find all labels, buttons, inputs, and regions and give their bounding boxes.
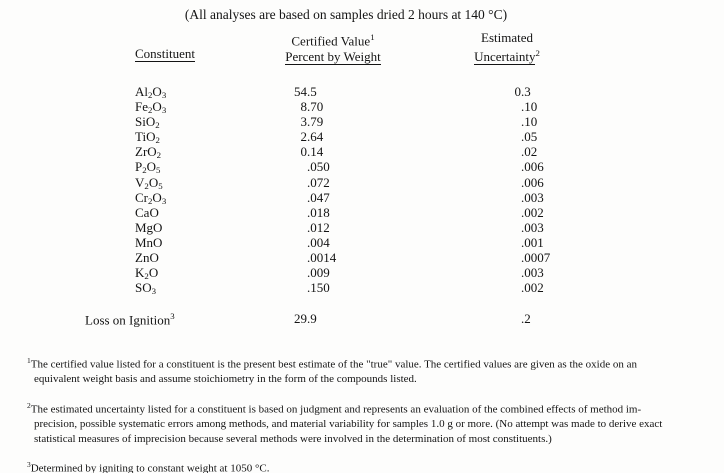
footnote xyxy=(27,354,719,387)
frac-part: .018 xyxy=(307,204,330,220)
frac-part: .150 xyxy=(307,280,330,296)
frac-part: .009 xyxy=(307,265,330,281)
estimated-uncertainty xyxy=(440,250,550,266)
certified-value xyxy=(230,99,323,115)
frac-part: .70 xyxy=(307,99,324,115)
table-row-loss-on-ignition xyxy=(0,311,724,327)
frac-part: .012 xyxy=(307,219,330,235)
frac-part: .0007 xyxy=(521,250,551,266)
footnote-ref-3: 3 xyxy=(170,311,175,321)
constituent-formula: CaO xyxy=(135,204,159,220)
col-header-uncertainty-line1 xyxy=(427,30,587,46)
estimated-uncertainty xyxy=(440,265,544,281)
frac-part: .05 xyxy=(521,129,538,145)
frac-part: .2 xyxy=(521,311,531,326)
frac-part: .050 xyxy=(307,159,330,175)
constituent-formula: MgO xyxy=(135,219,163,235)
footnote-marker: 1 xyxy=(27,356,31,365)
table-row xyxy=(0,205,724,220)
int-part: 8 xyxy=(300,99,307,115)
frac-part: .004 xyxy=(307,234,330,250)
certified-value xyxy=(230,205,330,221)
certified-value xyxy=(230,84,317,100)
constituent-formula: $V_2O_5$ xyxy=(135,174,163,191)
frac-part: .3 xyxy=(521,84,531,99)
footnote xyxy=(27,458,719,473)
certified-value xyxy=(230,280,330,296)
frac-part: .006 xyxy=(521,174,544,190)
int-part: 29 xyxy=(294,311,307,326)
frac-part: .006 xyxy=(521,159,544,175)
frac-part: .5 xyxy=(307,84,317,99)
certified-value xyxy=(230,235,330,251)
frac-part: .002 xyxy=(521,280,544,296)
estimated-uncertainty xyxy=(440,311,531,327)
frac-part: .02 xyxy=(521,144,538,160)
int-part: 54 xyxy=(294,84,307,99)
footnote xyxy=(27,399,719,446)
footnote-line: $^2$The estimated uncertainty listed for a constituent is based on judgment and represents an evaluation of the combined effects of method im- xyxy=(27,400,642,416)
constituent-formula: $K_2O$ xyxy=(135,265,159,282)
footnote-ref-2: 2 xyxy=(535,47,540,58)
table-row xyxy=(0,265,724,280)
table-row xyxy=(0,175,724,190)
footnote-marker: 3 xyxy=(27,460,31,470)
constituent-formula: MnO xyxy=(135,234,163,250)
certified-value xyxy=(230,144,323,160)
constituent-formula: SiO$_2$ xyxy=(135,114,160,131)
frac-part: .047 xyxy=(307,189,330,205)
footnote-line: precision, possible systematic errors among methods, and material variability for samples 1.0 g or more. (No attempt was made to derive exact xyxy=(34,418,663,431)
estimated-uncertainty xyxy=(440,114,537,130)
certified-value xyxy=(230,220,330,236)
frac-part: .003 xyxy=(521,189,544,205)
table-row xyxy=(0,114,724,129)
certified-value xyxy=(230,190,330,206)
table-row xyxy=(0,159,724,174)
estimated-uncertainty xyxy=(440,235,544,251)
table-row xyxy=(0,250,724,265)
int-part: 0 xyxy=(300,144,307,160)
table-row xyxy=(0,235,724,250)
frac-part: .9 xyxy=(307,311,317,326)
frac-part: .79 xyxy=(307,114,324,130)
col-header-uncertainty-line2 xyxy=(427,46,587,65)
frac-part: .072 xyxy=(307,174,330,190)
table-row xyxy=(0,129,724,144)
frac-part: .14 xyxy=(307,144,324,160)
certified-value-label: Certified Value xyxy=(291,33,371,49)
page-title: (All analyses are based on samples dried 2 hours at 140 °C) xyxy=(184,7,508,22)
estimated-uncertainty xyxy=(440,144,537,160)
certified-value xyxy=(230,129,323,145)
constituent-formula: $Cr_2O_3$ xyxy=(135,189,167,206)
frac-part: .0014 xyxy=(307,250,337,266)
estimated-uncertainty xyxy=(440,190,544,206)
percent-by-weight-label: Percent by Weight xyxy=(285,48,381,64)
certified-value xyxy=(230,114,323,130)
estimated-label: Estimated xyxy=(481,30,533,45)
frac-part: .10 xyxy=(521,114,538,130)
footnotes xyxy=(27,354,719,473)
frac-part: .64 xyxy=(307,129,324,145)
constituent-formula: $SO_3$ xyxy=(135,280,157,297)
frac-part: .003 xyxy=(521,265,544,281)
certified-value xyxy=(230,175,330,191)
constituent-formula: ZrO$_2$ xyxy=(135,144,162,161)
frac-part: .003 xyxy=(521,219,544,235)
table-row xyxy=(0,190,724,205)
constituent-formula: $P_2O_5$ xyxy=(135,159,161,176)
table-row xyxy=(0,220,724,235)
col-header-certified-value-line2 xyxy=(243,49,423,65)
estimated-uncertainty xyxy=(440,99,537,115)
col-header-constituent xyxy=(135,46,195,62)
footnote-line: statistical measures of imprecision because several methods were involved in the determination of most constituents.) xyxy=(34,432,552,445)
footnote-ref-1: 1 xyxy=(370,32,375,42)
constituent-formula: TiO$_2$ xyxy=(135,129,160,146)
estimated-uncertainty xyxy=(440,205,544,221)
estimated-uncertainty xyxy=(440,159,544,175)
col-header-certified-value-line1 xyxy=(243,30,423,49)
table-row xyxy=(0,144,724,159)
certified-value xyxy=(230,311,317,327)
footnote-line: equivalent weight basis and assume stoichiometry in the form of the compounds listed. xyxy=(34,373,417,386)
frac-part: .002 xyxy=(521,204,544,220)
loss-on-ignition-label xyxy=(85,311,175,328)
col-header-constituent-label: Constituent xyxy=(135,46,195,61)
table-body xyxy=(0,84,724,295)
estimated-uncertainty xyxy=(440,220,544,236)
footnote-line: $^3$Determined by igniting to constant weight at 1050 °C. xyxy=(27,460,270,473)
frac-part: .10 xyxy=(521,99,538,115)
col-header-estimated-uncertainty xyxy=(427,30,587,64)
footnote-marker: 2 xyxy=(27,400,31,410)
estimated-uncertainty xyxy=(440,129,537,145)
certified-value xyxy=(230,265,330,281)
uncertainty-label: Uncertainty xyxy=(474,48,536,64)
int-part: 0 xyxy=(514,84,521,99)
certified-value xyxy=(230,250,336,266)
loss-on-ignition-text: Loss on Ignition xyxy=(85,312,171,328)
constituent-formula: ZnO xyxy=(135,250,159,266)
table-row xyxy=(0,99,724,114)
certified-value xyxy=(230,159,330,175)
estimated-uncertainty xyxy=(440,175,544,191)
int-part: 2 xyxy=(300,129,307,145)
table-row xyxy=(0,84,724,99)
estimated-uncertainty xyxy=(440,280,544,296)
table-row xyxy=(0,280,724,295)
int-part: 3 xyxy=(300,114,307,130)
footnote-line: $^1$The certified value listed for a constituent is the present best estimate of the "true" value. The certified values are given as the oxide on an xyxy=(27,356,637,371)
estimated-uncertainty xyxy=(440,84,531,100)
col-header-certified-value xyxy=(243,30,423,64)
constituent-formula: $Fe_2O_3$ xyxy=(135,99,167,116)
frac-part: .001 xyxy=(521,234,544,250)
constituent-formula: $Al_2O_3$ xyxy=(135,84,167,100)
